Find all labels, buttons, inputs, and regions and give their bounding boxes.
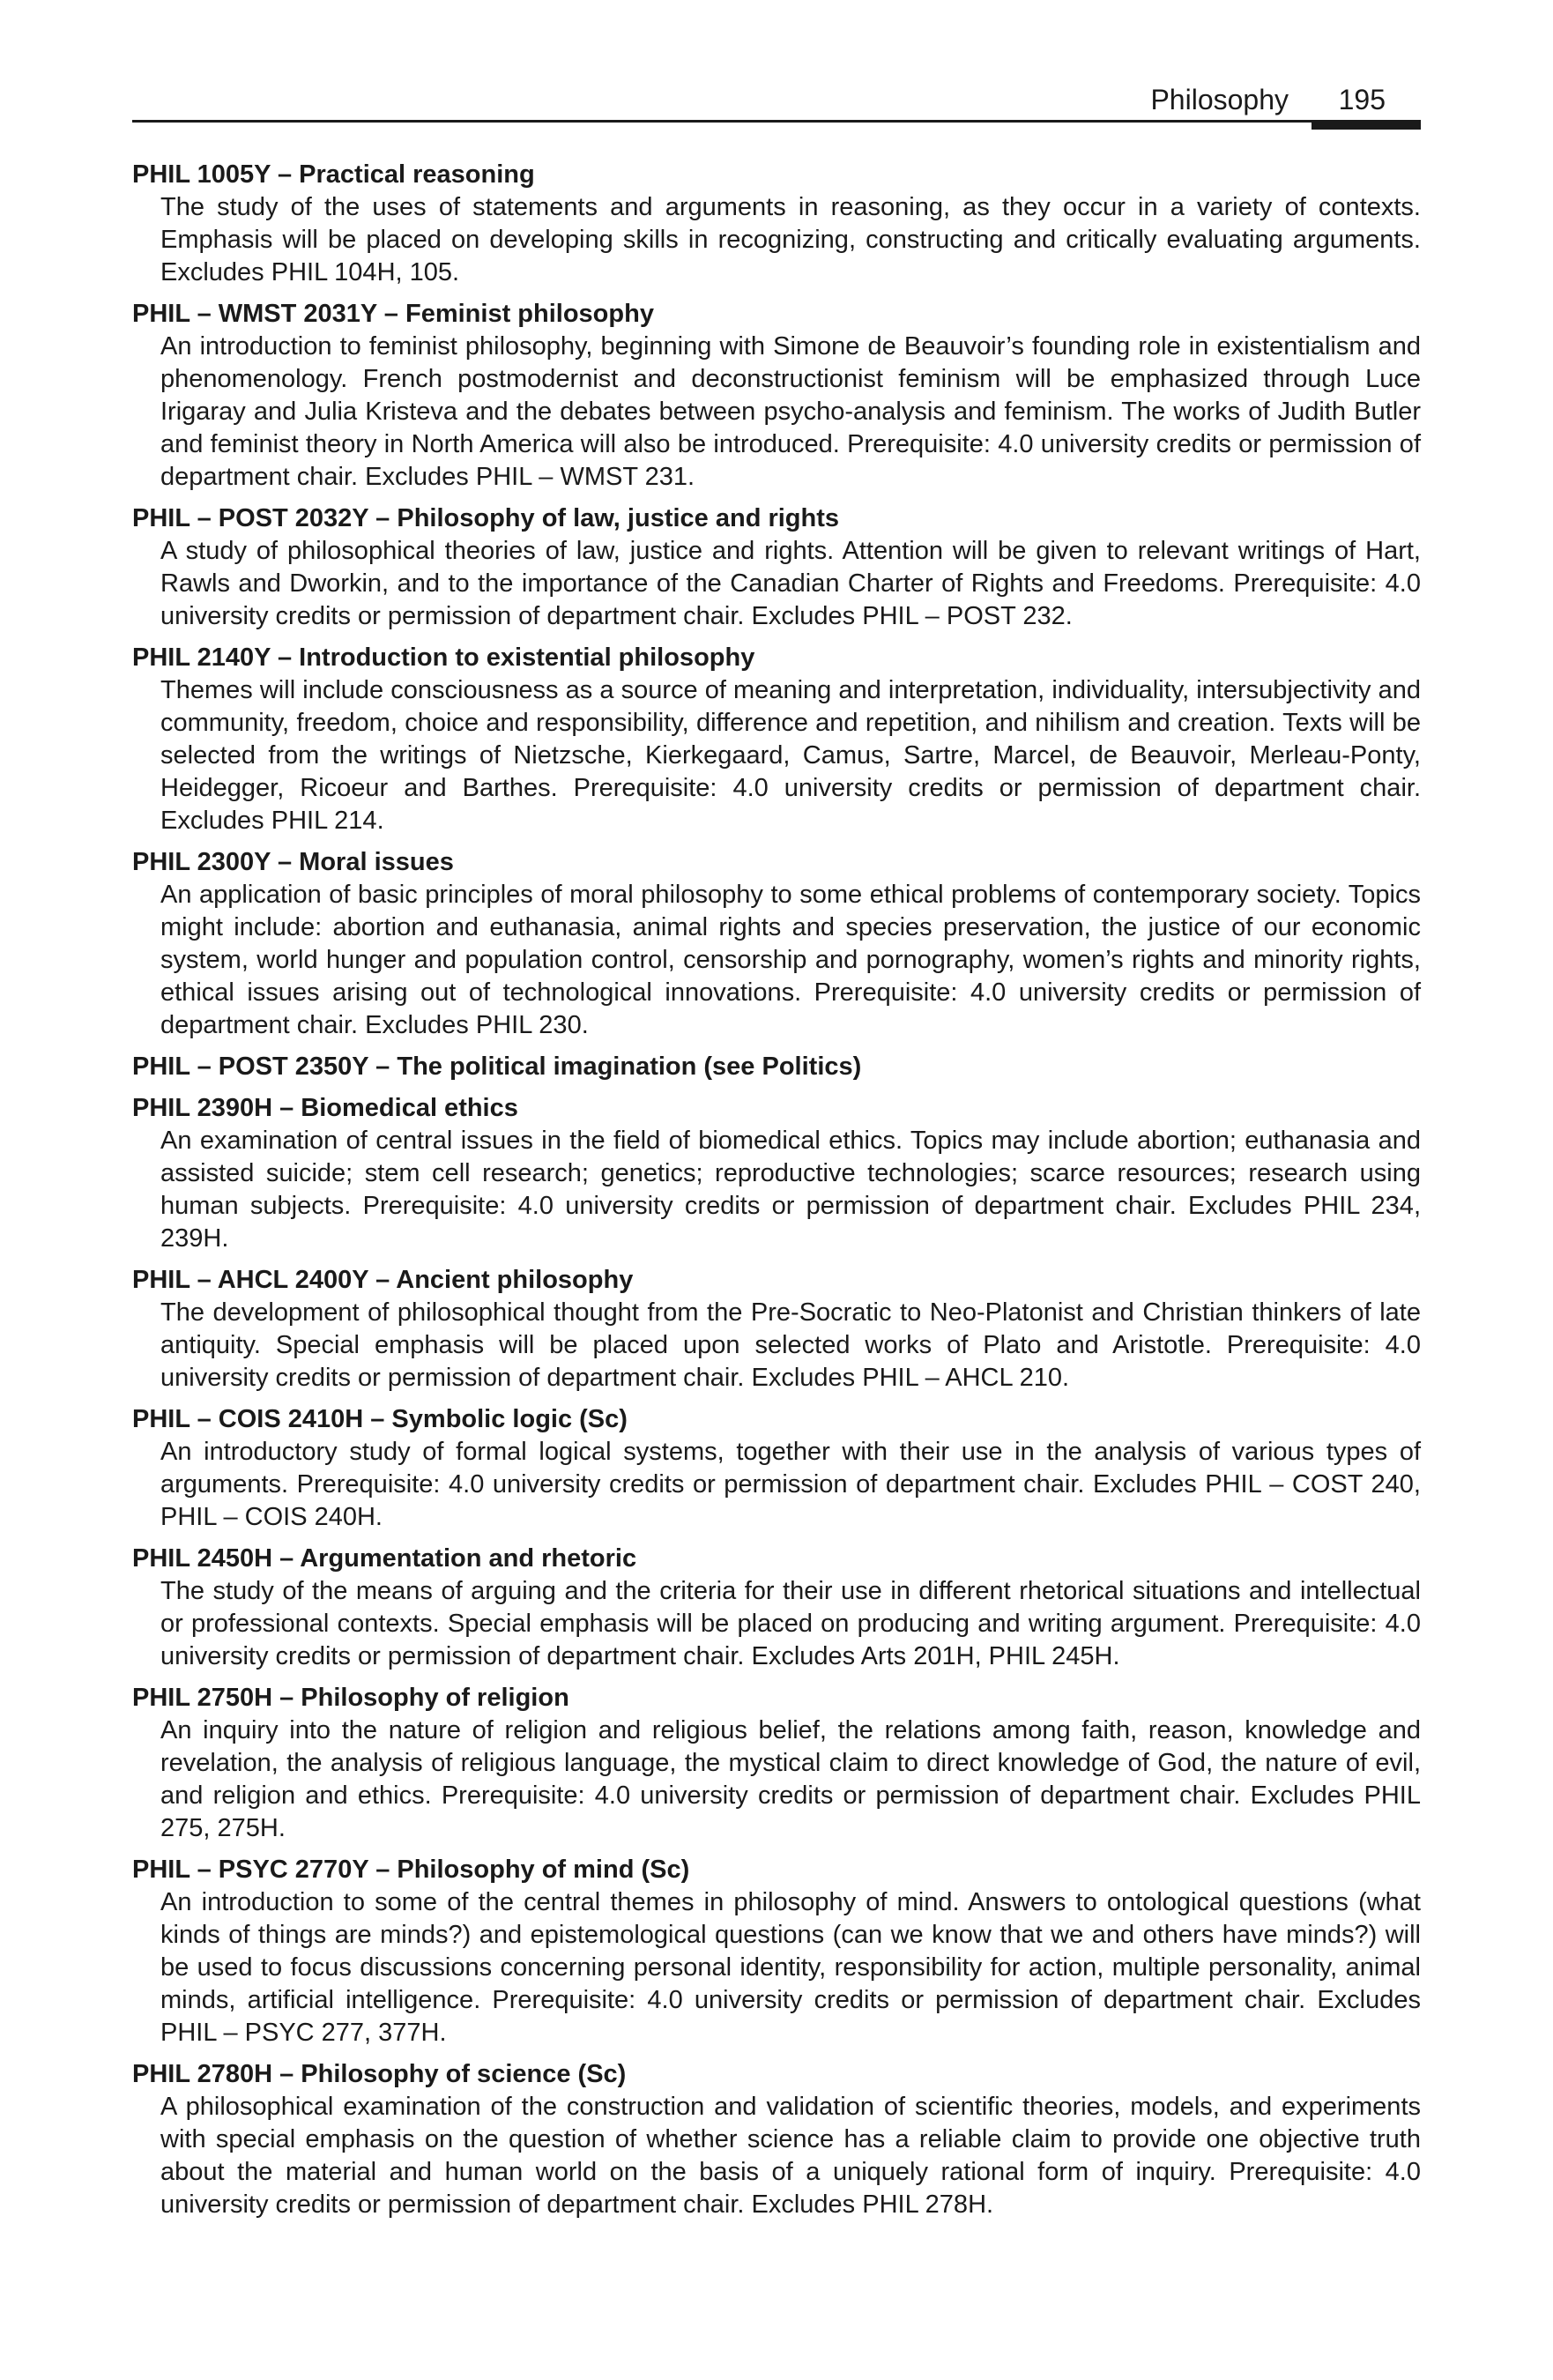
course-entry	[132, 159, 1421, 289]
course-title: PHIL – POST 2032Y – Philosophy of law, justice and rights	[132, 504, 840, 532]
course-title: PHIL – AHCL 2400Y – Ancient philosophy	[132, 1266, 634, 1294]
page-header	[132, 81, 1421, 134]
course-title: PHIL 2750H – Philosophy of religion	[132, 1684, 569, 1712]
course-description: An introductory study of formal logical systems, together with their use in the analysis of various types of arguments. Prerequisite: 4.0 university credits or permission of department chair. Excludes PHIL – COST 240, PHIL – COIS 240H.	[160, 1438, 1421, 1531]
course-title: PHIL 2390H – Biomedical ethics	[132, 1094, 518, 1122]
course-entry	[132, 1051, 1421, 1083]
course-title: PHIL – PSYC 2770Y – Philosophy of mind (Sc)	[132, 1856, 690, 1884]
course-entry	[132, 1682, 1421, 1845]
course-description: An application of basic principles of moral philosophy to some ethical problems of contemporary society. Topics might include: abortion and euthanasia, animal rights and species preservation, the justice of our economic system, world hunger and population control, censorship and pornography, women’s rights and minority rights, ethical issues arising out of technological innovations. Prerequisite: 4.0 university credits or permission of department chair. Excludes PHIL 230.	[160, 881, 1421, 1039]
course-entry	[132, 1543, 1421, 1673]
course-title: PHIL 2140Y – Introduction to existential philosophy	[132, 643, 755, 672]
running-head-title: Philosophy	[1150, 84, 1289, 115]
course-title: PHIL 2780H – Philosophy of science (Sc)	[132, 2060, 627, 2088]
course-entry	[132, 846, 1421, 1042]
course-entry	[132, 1092, 1421, 1255]
course-description: The study of the means of arguing and the criteria for their use in different rhetorical situations and intellectual or professional contexts. Special emphasis will be placed on producing and writing argument. Prerequisite: 4.0 university credits or permission of department chair. Excludes Arts 201H, PHIL 245H.	[160, 1577, 1421, 1670]
course-title: PHIL – WMST 2031Y – Feminist philosophy	[132, 300, 654, 328]
course-description: An introduction to some of the central themes in philosophy of mind. Answers to ontological questions (what kinds of things are minds?) and epistemological questions (can we know that we and others have minds?) will be used to focus discussions concerning personal identity, responsibility for action, multiple personality, animal minds, artificial intelligence. Prerequisite: 4.0 university credits or permission of department chair. Excludes PHIL – PSYC 277, 377H.	[160, 1888, 1421, 2047]
course-description: The development of philosophical thought from the Pre-Socratic to Neo-Platonist and Christian thinkers of late antiquity. Special emphasis will be placed upon selected works of Plato and Aristotle. Prerequisite: 4.0 university credits or permission of department chair. Excludes PHIL – AHCL 210.	[160, 1298, 1421, 1392]
course-description: An inquiry into the nature of religion and religious belief, the relations among faith, reason, knowledge and revelation, the analysis of religious language, the mystical claim to direct knowledge of God, the nature of evil, and religion and ethics. Prerequisite: 4.0 university credits or permission of department chair. Excludes PHIL 275, 275H.	[160, 1716, 1421, 1842]
course-entry	[132, 1264, 1421, 1395]
course-title: PHIL – POST 2350Y – The political imagination (see Politics)	[132, 1052, 862, 1081]
course-description: An introduction to feminist philosophy, beginning with Simone de Beauvoir’s founding role in existentialism and phenomenology. French postmodernist and deconstructionist feminism will be emphasized through Luce Irigaray and Julia Kristeva and the debates between psycho-analysis and feminism. The works of Judith Butler and feminist theory in North America will also be introduced. Prerequisite: 4.0 university credits or permission of department chair. Excludes PHIL – WMST 231.	[160, 332, 1421, 491]
course-entry	[132, 502, 1421, 633]
course-entry	[132, 2058, 1421, 2221]
course-description: A study of philosophical theories of law, justice and rights. Attention will be given to relevant writings of Hart, Rawls and Dworkin, and to the importance of the Canadian Charter of Rights and Freedoms. Prerequisite: 4.0 university credits or permission of department chair. Excludes PHIL – POST 232.	[160, 537, 1421, 630]
course-entry	[132, 642, 1421, 837]
course-description: A philosophical examination of the construction and validation of scientific theories, models, and experiments with special emphasis on the question of whether science has a reliable claim to provide one objective truth about the material and human world on the basis of a uniquely rational form of inquiry. Prerequisite: 4.0 university credits or permission of department chair. Excludes PHIL 278H.	[160, 2093, 1421, 2219]
course-description: Themes will include consciousness as a source of meaning and interpretation, individuality, intersubjectivity and community, freedom, choice and responsibility, difference and repetition, and nihilism and creation. Texts will be selected from the writings of Nietzsche, Kierkegaard, Camus, Sartre, Marcel, de Beauvoir, Merleau-Ponty, Heidegger, Ricoeur and Barthes. Prerequisite: 4.0 university credits or permission of department chair. Excludes PHIL 214.	[160, 676, 1421, 835]
course-title: PHIL – COIS 2410H – Symbolic logic (Sc)	[132, 1405, 628, 1433]
header-rule	[132, 120, 1421, 123]
course-title: PHIL 1005Y – Practical reasoning	[132, 160, 535, 189]
course-title: PHIL 2450H – Argumentation and rhetoric	[132, 1544, 637, 1573]
header-tab-bar	[1312, 120, 1421, 130]
course-entry	[132, 1854, 1421, 2049]
course-title: PHIL 2300Y – Moral issues	[132, 848, 454, 876]
course-entry	[132, 298, 1421, 494]
course-description: An examination of central issues in the field of biomedical ethics. Topics may include abortion; euthanasia and assisted suicide; stem cell research; genetics; reproductive technologies; scarce resources; research using human subjects. Prerequisite: 4.0 university credits or permission of department chair. Excludes PHIL 234, 239H.	[160, 1127, 1421, 1253]
course-description: The study of the uses of statements and arguments in reasoning, as they occur in a variety of contexts. Emphasis will be placed on developing skills in recognizing, constructing and critically evaluating arguments. Excludes PHIL 104H, 105.	[160, 193, 1421, 286]
course-list	[132, 159, 1421, 2230]
page-number: 195	[1338, 84, 1386, 115]
course-entry	[132, 1403, 1421, 1534]
